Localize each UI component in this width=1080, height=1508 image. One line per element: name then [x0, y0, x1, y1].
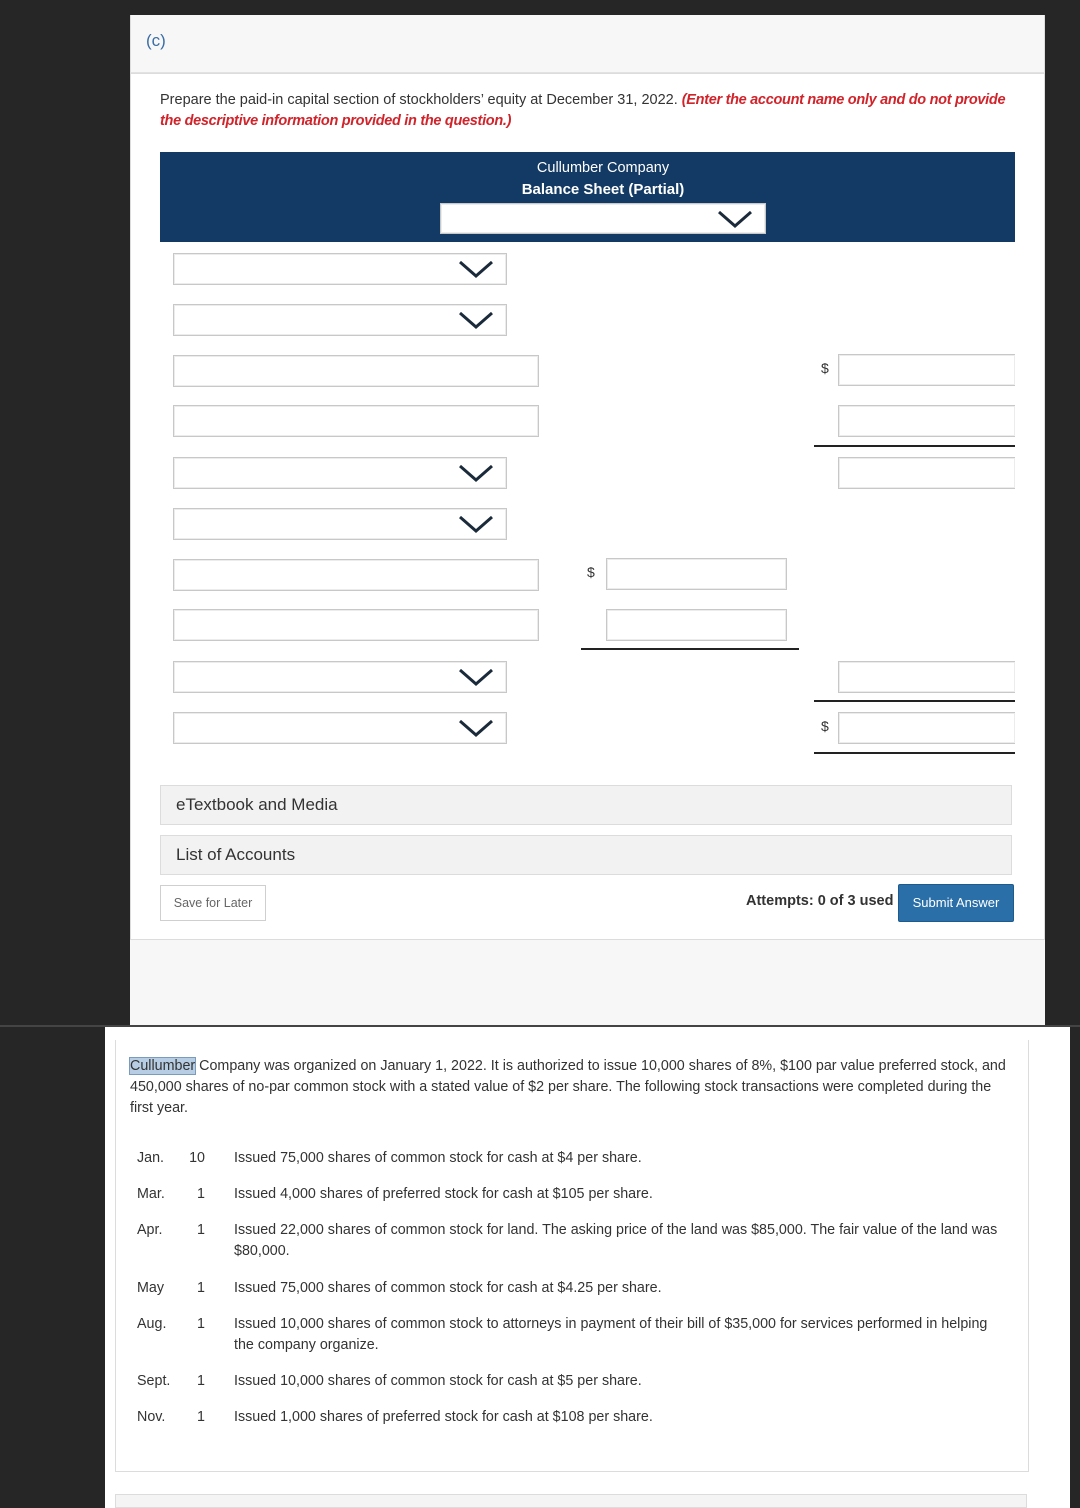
date-dropdown[interactable]: [440, 203, 766, 234]
amount-input-3[interactable]: [838, 457, 1015, 489]
transaction-desc: Issued 10,000 shares of common stock to attorneys in payment of their bill of $35,000 for services performed in helping the company organize.: [234, 1316, 988, 1353]
account-text-4[interactable]: [173, 609, 539, 641]
dollar-sign: $: [821, 718, 829, 734]
statement-title: Balance Sheet (Partial): [521, 181, 685, 198]
amount-input-2[interactable]: [838, 405, 1015, 437]
transaction-day: 1: [197, 1373, 205, 1389]
account-dropdown-3[interactable]: [173, 457, 507, 489]
highlighted-company: Cullumber: [130, 1058, 196, 1074]
transaction-day: 1: [197, 1316, 205, 1332]
dollar-sign: $: [821, 360, 829, 376]
amount-input-1[interactable]: [838, 354, 1015, 386]
transaction-month: Jan.: [137, 1150, 165, 1166]
transaction-month: Sept.: [137, 1373, 171, 1389]
problem-intro: [130, 1056, 1015, 1119]
chevron-down-icon: [717, 210, 753, 228]
subtotal-rule: [814, 445, 1015, 447]
account-text-3[interactable]: [173, 559, 539, 591]
subtotal-rule: [581, 648, 799, 650]
transaction-desc: Issued 75,000 shares of common stock for cash at $4.25 per share.: [234, 1280, 662, 1296]
account-dropdown-6[interactable]: [173, 712, 507, 744]
right-margin: [1045, 15, 1080, 1025]
chevron-down-icon: [458, 464, 494, 482]
total-amount-input[interactable]: [838, 712, 1015, 744]
transaction-month: Apr.: [137, 1222, 163, 1238]
chevron-down-icon: [458, 668, 494, 686]
transaction-desc: Issued 22,000 shares of common stock for land. The asking price of the land was $85,000. The fair value of the land was $80,000.: [234, 1222, 998, 1259]
chevron-down-icon: [458, 311, 494, 329]
transaction-desc: Issued 4,000 shares of preferred stock for cash at $105 per share.: [234, 1186, 653, 1202]
question-text: [160, 90, 1020, 132]
account-dropdown-4[interactable]: [173, 508, 507, 540]
chevron-down-icon: [458, 515, 494, 533]
transaction-desc: Issued 1,000 shares of preferred stock for cash at $108 per share.: [234, 1409, 653, 1425]
right-margin: [1070, 1027, 1080, 1508]
amount-input-4[interactable]: [606, 558, 787, 590]
account-dropdown-5[interactable]: [173, 661, 507, 693]
transaction-day: 1: [197, 1409, 205, 1425]
question-instruction: (Enter the account name only and do not provide the descriptive information provided in the question.): [160, 92, 1006, 129]
account-text-2[interactable]: [173, 405, 539, 437]
attempts-counter: Attempts: 0 of 3 used: [746, 893, 894, 909]
company-name: Cullumber Company: [536, 160, 670, 176]
transaction-month: Nov.: [137, 1409, 166, 1425]
save-for-later-button[interactable]: Save for Later: [160, 885, 266, 921]
submit-answer-button[interactable]: Submit Answer: [898, 884, 1014, 922]
transaction-desc: Issued 75,000 shares of common stock for cash at $4 per share.: [234, 1150, 642, 1166]
left-margin: [0, 1027, 105, 1508]
transaction-month: May: [137, 1280, 165, 1296]
transaction-day: 1: [197, 1280, 205, 1296]
account-text-1[interactable]: [173, 355, 539, 387]
account-dropdown-1[interactable]: [173, 253, 507, 285]
transaction-day: 1: [197, 1186, 205, 1202]
total-double-rule: [814, 752, 1015, 754]
list-of-accounts-button[interactable]: List of Accounts: [160, 835, 1012, 875]
transaction-month: Mar.: [137, 1186, 165, 1202]
next-card-edge: [115, 1494, 1027, 1508]
amount-input-6[interactable]: [838, 661, 1015, 693]
transaction-desc: Issued 10,000 shares of common stock for cash at $5 per share.: [234, 1373, 642, 1389]
amount-input-5[interactable]: [606, 609, 787, 641]
account-dropdown-2[interactable]: [173, 304, 507, 336]
question-prompt: Prepare the paid-in capital section of stockholders’ equity at December 31, 2022.: [160, 92, 678, 108]
part-header: [130, 15, 1045, 73]
intro-text: Company was organized on January 1, 2022. It is authorized to issue 10,000 shares of 8%, $100 par value preferred stock, and 450,000 shares of no-par common stock with a stated value of $2 per share. The following stock transactions were completed during the first year.: [130, 1058, 1006, 1116]
subtotal-rule: [814, 700, 1015, 702]
left-margin: [0, 0, 130, 1025]
transaction-month: Aug.: [137, 1316, 167, 1332]
etextbook-button[interactable]: eTextbook and Media: [160, 785, 1012, 825]
part-label: (c): [146, 31, 166, 50]
chevron-down-icon: [458, 719, 494, 737]
transaction-day: 1: [197, 1222, 205, 1238]
dollar-sign: $: [587, 564, 595, 580]
transaction-day: 10: [189, 1150, 205, 1166]
chevron-down-icon: [458, 260, 494, 278]
window-frame-top: [0, 0, 1080, 15]
